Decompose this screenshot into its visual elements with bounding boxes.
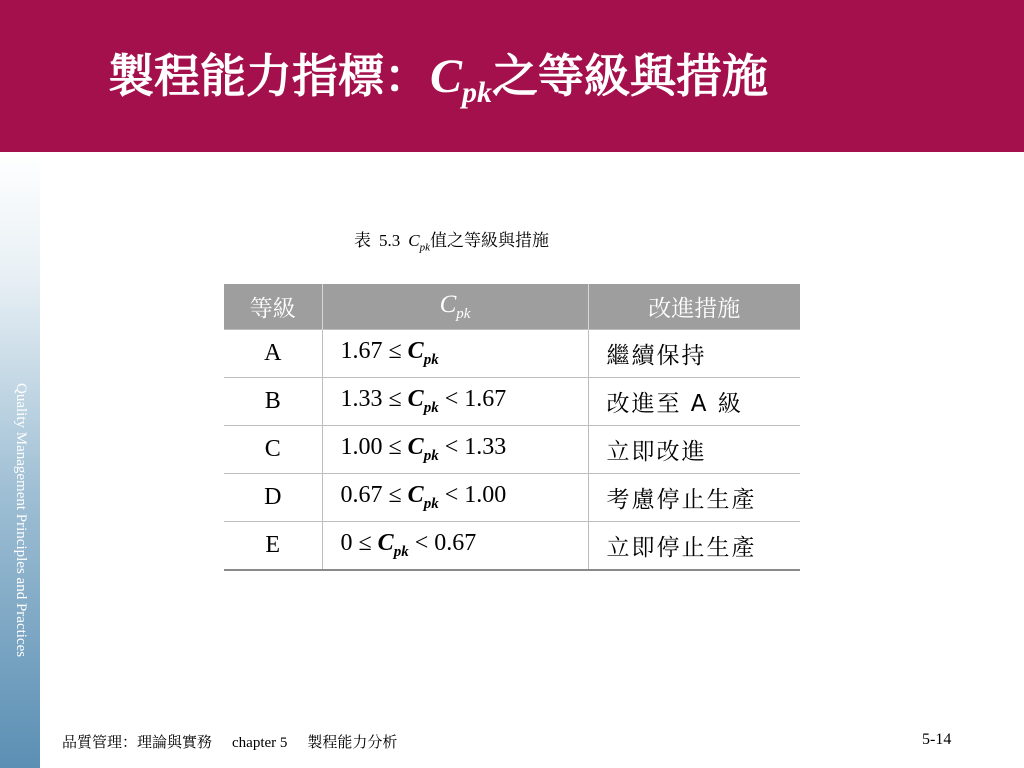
header-cpk-symbol: C <box>439 290 457 318</box>
title-subscript: pk <box>462 76 493 109</box>
condition-symbol: C <box>407 338 424 365</box>
caption-number: 5.3 <box>379 231 401 250</box>
condition-cell <box>322 522 588 571</box>
condition-lower: 1.67 ≤ <box>340 338 408 365</box>
table-header-row <box>224 284 800 330</box>
title-prefix: 製程能力指標： <box>108 49 430 103</box>
caption-text: 值之等級與措施 <box>429 231 549 251</box>
footer-book-info <box>62 731 397 752</box>
condition-lower: 0 ≤ <box>340 530 378 557</box>
action-cell: 立即停止生產 <box>588 522 800 571</box>
grade-cell: E <box>224 522 322 571</box>
title-suffix: 之等級與措施 <box>492 49 769 103</box>
condition-cell <box>322 426 588 474</box>
condition-lower: 1.00 ≤ <box>340 434 408 461</box>
header-action: 改進措施 <box>588 284 800 330</box>
caption-subscript: pk <box>419 241 430 254</box>
condition-cell <box>322 378 588 426</box>
condition-symbol: C <box>407 386 424 413</box>
condition-cell <box>322 330 588 378</box>
caption-cpk-symbol <box>408 231 430 254</box>
condition-subscript: pk <box>423 495 439 512</box>
action-cell: 立即改進 <box>588 426 800 474</box>
table-row <box>224 426 800 474</box>
condition-cell <box>322 474 588 522</box>
title-symbol: C <box>430 50 463 103</box>
condition-upper: < 0.67 <box>408 530 477 557</box>
action-cell: 改進至 A 級 <box>588 378 800 426</box>
condition-lower: 1.33 ≤ <box>340 386 408 413</box>
condition-subscript: pk <box>423 399 439 416</box>
condition-upper: < 1.67 <box>438 386 507 413</box>
grade-cell: B <box>224 378 322 426</box>
condition-symbol: C <box>407 482 424 509</box>
table-row <box>224 378 800 426</box>
caption-label: 表 <box>354 231 371 251</box>
grade-cell: C <box>224 426 322 474</box>
grade-cell: D <box>224 474 322 522</box>
page-number: 5-14 <box>922 731 952 748</box>
condition-lower: 0.67 ≤ <box>340 482 408 509</box>
slide-title <box>108 46 768 123</box>
condition-subscript: pk <box>393 543 409 560</box>
condition-subscript: pk <box>423 447 439 464</box>
grade-table <box>224 284 800 571</box>
table-row <box>224 522 800 571</box>
sidebar-text: Quality Management Principles and Practices <box>13 383 29 658</box>
table-row <box>224 474 800 522</box>
condition-symbol: C <box>377 530 394 557</box>
grade-cell: A <box>224 330 322 378</box>
footer-book-title: 品質管理：理論與實務 <box>62 733 213 751</box>
condition-upper: < 1.33 <box>438 434 507 461</box>
header-cpk <box>322 284 588 330</box>
condition-upper: < 1.00 <box>438 482 507 509</box>
footer-chapter: chapter 5 <box>232 735 288 751</box>
action-cell: 繼續保持 <box>588 330 800 378</box>
condition-symbol: C <box>407 434 424 461</box>
table-caption <box>354 226 549 253</box>
table-row <box>224 330 800 378</box>
caption-symbol: C <box>408 231 420 250</box>
condition-subscript: pk <box>423 351 439 368</box>
footer-chapter-title: 製程能力分析 <box>307 733 398 751</box>
action-cell: 考慮停止生產 <box>588 474 800 522</box>
title-banner <box>0 0 1024 152</box>
header-grade: 等級 <box>224 284 322 330</box>
header-cpk-subscript: pk <box>456 305 471 322</box>
title-cpk-symbol <box>430 50 493 109</box>
